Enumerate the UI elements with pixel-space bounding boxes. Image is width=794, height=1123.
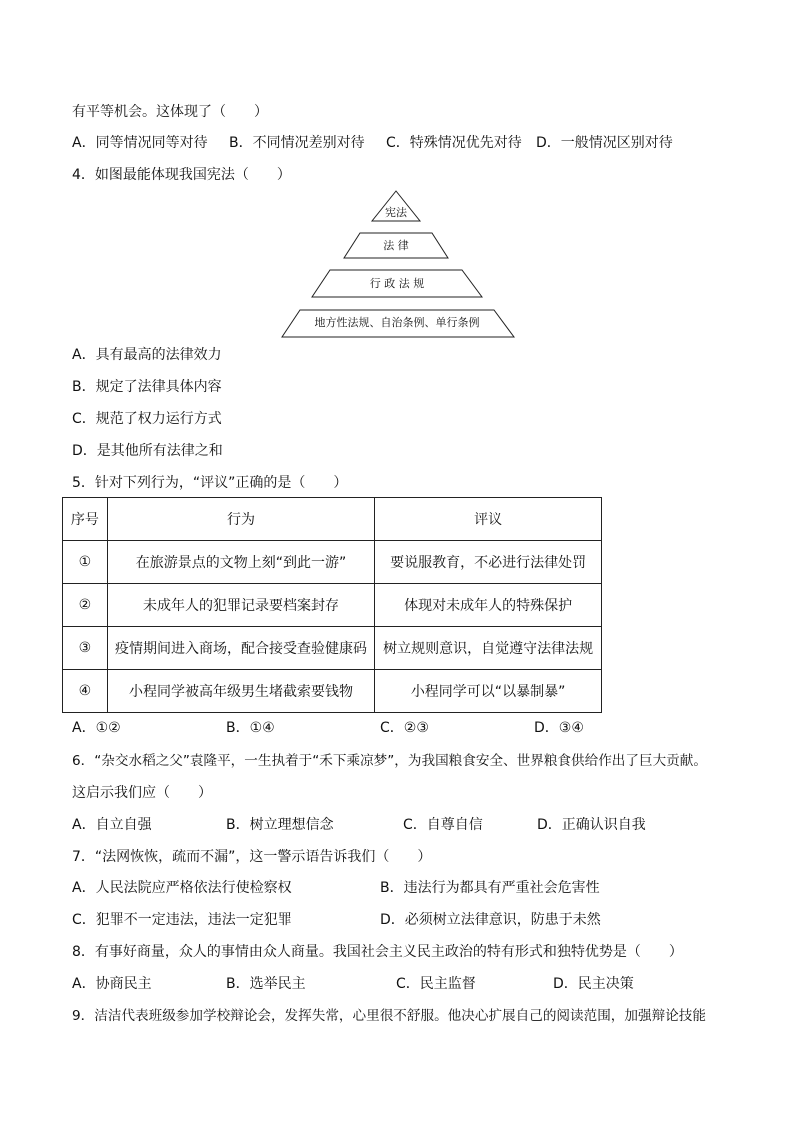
- q3-option-c[interactable]: C．特殊情况优先对待: [386, 135, 522, 151]
- q4-option-c[interactable]: C．规范了权力运行方式: [72, 411, 222, 427]
- pyramid-label-admin-regulations: 行 政 法 规: [369, 277, 425, 290]
- table-cell-number: ①: [63, 541, 108, 584]
- q3-stem: 有平等机会。这体现了（ ）: [72, 104, 268, 120]
- q4-stem: 4．如图最能体现我国宪法（ ）: [72, 167, 291, 183]
- table-cell-behavior: 小程同学被高年级男生堵截索要钱物: [107, 670, 374, 713]
- table-cell-behavior: 在旅游景点的文物上刻“到此一游”: [107, 541, 374, 584]
- table-header-number: 序号: [63, 498, 108, 541]
- q8-option-b[interactable]: B．选举民主: [226, 976, 306, 992]
- q7-option-d[interactable]: D．必须树立法律意识，防患于未然: [380, 912, 601, 928]
- q7-option-c[interactable]: C．犯罪不一定违法，违法一定犯罪: [72, 912, 292, 928]
- q4-option-a[interactable]: A．具有最高的法律效力: [72, 347, 222, 363]
- q3-option-a[interactable]: A．同等情况同等对待: [72, 135, 208, 151]
- pyramid-label-law: 法 律: [383, 239, 409, 252]
- table-cell-comment: 小程同学可以“以暴制暴”: [375, 670, 602, 713]
- q8-option-a[interactable]: A．协商民主: [72, 976, 152, 992]
- q6-option-a[interactable]: A．自立自强: [72, 817, 152, 833]
- q6-stem-line1: 6．“杂交水稻之父”袁隆平，一生执着于“禾下乘凉梦”，为我国粮食安全、世界粮食供给作出了巨大贡献。: [72, 753, 707, 769]
- q3-option-b[interactable]: B．不同情况差别对待: [229, 135, 365, 151]
- q9-stem: 9．洁洁代表班级参加学校辩论会，发挥失常，心里很不舒服。他决心扩展自己的阅读范围，加强辩论技能: [72, 1008, 706, 1024]
- pyramid-level-local-regulations: [282, 310, 514, 337]
- table-row: [63, 670, 602, 713]
- table-cell-comment: 体现对未成年人的特殊保护: [375, 584, 602, 627]
- q8-option-c[interactable]: C．民主监督: [396, 976, 476, 992]
- q5-stem: 5．针对下列行为，“评议”正确的是（ ）: [72, 475, 348, 491]
- q6-option-c[interactable]: C．自尊自信: [403, 817, 483, 833]
- pyramid-level-constitution: [372, 191, 420, 221]
- q5-option-b[interactable]: B．①④: [226, 720, 275, 736]
- pyramid-level-admin-regulations: [312, 270, 482, 297]
- q4-option-b[interactable]: B．规定了法律具体内容: [72, 379, 222, 395]
- q6-option-d[interactable]: D．正确认识自我: [537, 817, 646, 833]
- table-cell-behavior: 未成年人的犯罪记录要档案封存: [107, 584, 374, 627]
- q6-stem-line2: 这启示我们应（ ）: [72, 785, 212, 801]
- table-row: [63, 584, 602, 627]
- table-header-behavior: 行为: [107, 498, 374, 541]
- table-row: [63, 541, 602, 584]
- q5-option-a[interactable]: A．①②: [72, 720, 121, 736]
- table-cell-number: ③: [63, 627, 108, 670]
- q5-option-c[interactable]: C．②③: [380, 720, 429, 736]
- q7-stem: 7．“法网恢恢，疏而不漏”，这一警示语告诉我们（ ）: [72, 849, 432, 865]
- q3-option-d[interactable]: D．一般情况区别对待: [536, 135, 673, 151]
- q6-option-b[interactable]: B．树立理想信念: [226, 817, 334, 833]
- q5-table: [62, 497, 602, 713]
- table-cell-comment: 要说服教育，不必进行法律处罚: [375, 541, 602, 584]
- table-header-comment: 评议: [375, 498, 602, 541]
- q8-option-d[interactable]: D．民主决策: [553, 976, 634, 992]
- table-row: [63, 627, 602, 670]
- pyramid-label-local-regulations: 地方性法规、自治条例、单行条例: [314, 316, 480, 329]
- q7-option-a[interactable]: A．人民法院应严格依法行使检察权: [72, 880, 292, 896]
- q7-option-b[interactable]: B．违法行为都具有严重社会危害性: [380, 880, 600, 896]
- q5-option-d[interactable]: D．③④: [534, 720, 584, 736]
- q4-option-d[interactable]: D．是其他所有法律之和: [72, 443, 223, 459]
- q8-stem: 8．有事好商量，众人的事情由众人商量。我国社会主义民主政治的特有形式和独特优势是（ ）: [72, 944, 683, 960]
- pyramid-label-constitution: 宪法: [385, 206, 407, 219]
- table-header-row: [63, 498, 602, 541]
- table-cell-number: ④: [63, 670, 108, 713]
- table-cell-behavior: 疫情期间进入商场，配合接受查验健康码: [107, 627, 374, 670]
- table-cell-comment: 树立规则意识，自觉遵守法律法规: [375, 627, 602, 670]
- pyramid-level-law: [344, 233, 448, 258]
- table-cell-number: ②: [63, 584, 108, 627]
